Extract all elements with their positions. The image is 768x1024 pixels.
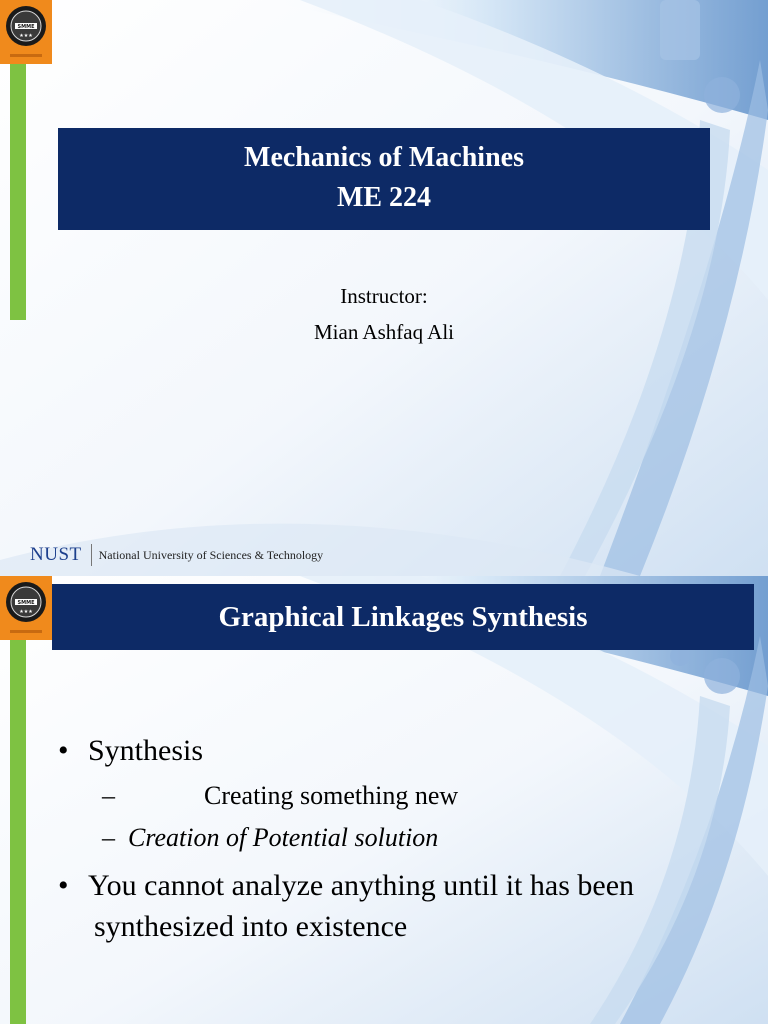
bullet-text: synthesized into existence	[94, 910, 408, 943]
smme-seal-icon	[4, 4, 48, 48]
svg-text:SMME: SMME	[17, 24, 35, 30]
course-title: Mechanics of Machines	[244, 142, 524, 173]
svg-text:★★★: ★★★	[19, 33, 33, 39]
slide-title: Graphical Linkages Synthesis	[52, 584, 754, 650]
bullet-marker: –	[102, 781, 115, 810]
list-item	[102, 779, 458, 813]
list-item	[58, 731, 203, 771]
title-band	[58, 128, 710, 230]
slide-2	[0, 576, 768, 1024]
bullet-marker: –	[102, 823, 115, 852]
list-item-continuation	[94, 907, 407, 947]
nust-short-name: NUST	[30, 544, 82, 565]
smme-logo	[0, 576, 52, 640]
instructor-name: Mian Ashfaq Ali	[314, 320, 454, 344]
accent-green-bar	[10, 640, 26, 1024]
instructor-label: Instructor:	[340, 284, 428, 308]
svg-text:★★★: ★★★	[19, 609, 33, 615]
list-item	[58, 866, 634, 906]
smme-logo	[0, 0, 52, 64]
smme-seal-icon	[4, 580, 48, 624]
accent-green-bar	[10, 64, 26, 320]
bullet-text: You cannot analyze anything until it has been	[88, 869, 635, 902]
course-code: ME 224	[336, 182, 432, 213]
bullet-text: Creating something new	[204, 781, 459, 810]
bullet-text: Creation of Potential solution	[128, 823, 439, 852]
bullet-marker: •	[58, 734, 69, 767]
svg-text:SMME: SMME	[17, 600, 35, 606]
bullet-marker: •	[58, 869, 69, 902]
nust-full-name: National University of Sciences & Technology	[98, 547, 324, 562]
list-item	[102, 821, 438, 855]
bullet-text: Synthesis	[88, 734, 204, 767]
nust-footer-logo	[30, 540, 323, 570]
